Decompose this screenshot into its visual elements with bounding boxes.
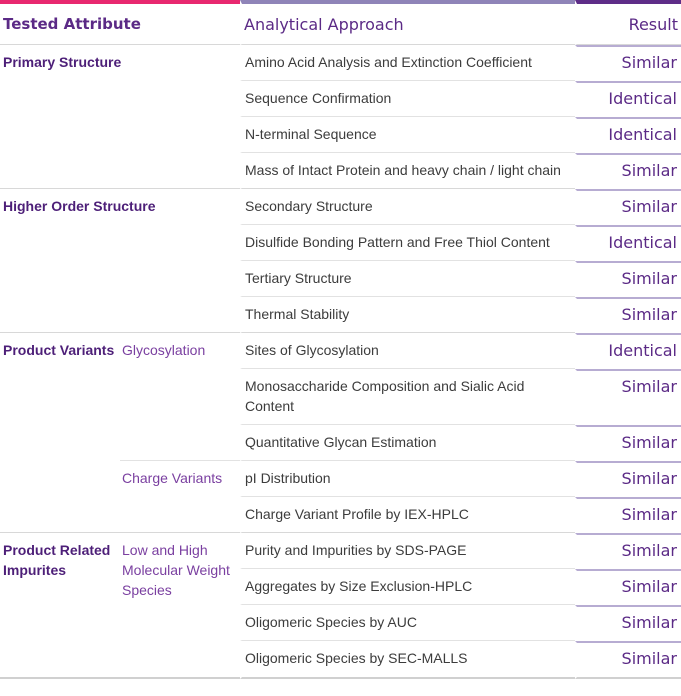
approach-cell: Tertiary Structure [240,261,575,297]
table-row [0,45,681,81]
result-cell: Similar [575,533,681,569]
result-cell: Similar [575,153,681,189]
approach-cell: Mass of Intact Protein and heavy chain / light chain [240,153,575,189]
result-cell: Identical [575,225,681,261]
approach-cell: Thermal Stability [240,297,575,333]
header-tested-attribute: Tested Attribute [0,0,240,45]
result-cell: Similar [575,189,681,225]
attribute-product-related-impurities: Product Related Impurites [0,533,120,679]
approach-cell: Secondary Structure [240,189,575,225]
result-cell: Similar [575,425,681,461]
attribute-higher-order-structure: Higher Order Structure [0,189,240,333]
approach-cell: Purity and Impurities by SDS-PAGE [240,533,575,569]
approach-cell: pI Distribution [240,461,575,497]
sub-attribute-charge-variants: Charge Variants [120,461,240,533]
approach-cell: Oligomeric Species by SEC-MALLS [240,641,575,679]
header-row [0,0,681,45]
sub-attribute-molecular-weight-species: Low and High Molecular Weight Species [120,533,240,679]
result-cell: Similar [575,605,681,641]
attribute-product-variants: Product Variants [0,333,120,533]
header-analytical-approach: Analytical Approach [240,0,575,45]
result-cell: Identical [575,81,681,117]
approach-cell: Disulfide Bonding Pattern and Free Thiol Content [240,225,575,261]
attribute-primary-structure: Primary Structure [0,45,240,189]
approach-cell: Sites of Glycosylation [240,333,575,369]
result-cell: Similar [575,461,681,497]
result-cell: Similar [575,45,681,81]
approach-cell: Charge Variant Profile by IEX-HPLC [240,497,575,533]
table-row [0,533,681,569]
approach-cell: N-terminal Sequence [240,117,575,153]
table-row [0,189,681,225]
result-cell: Similar [575,497,681,533]
result-cell: Similar [575,297,681,333]
result-cell: Similar [575,641,681,679]
result-cell: Similar [575,261,681,297]
approach-cell: Sequence Confirmation [240,81,575,117]
table-row [0,333,681,369]
approach-cell: Oligomeric Species by AUC [240,605,575,641]
approach-cell: Aggregates by Size Exclusion-HPLC [240,569,575,605]
result-cell: Identical [575,117,681,153]
sub-attribute-glycosylation: Glycosylation [120,333,240,461]
header-result: Result [575,0,681,45]
result-cell: Identical [575,333,681,369]
approach-cell: Monosaccharide Composition and Sialic Acid Content [240,369,575,425]
approach-cell: Quantitative Glycan Estimation [240,425,575,461]
result-cell: Similar [575,369,681,425]
result-cell: Similar [575,569,681,605]
approach-cell: Amino Acid Analysis and Extinction Coefficient [240,45,575,81]
